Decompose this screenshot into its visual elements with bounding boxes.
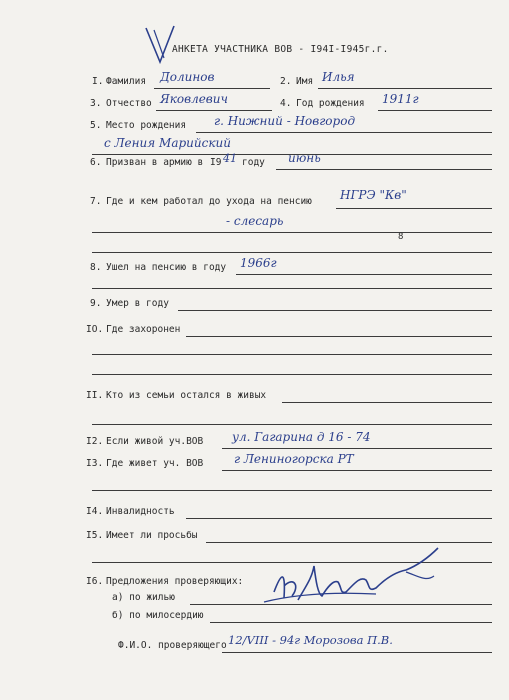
- address-value: ул. Гагарина д 16 - 74: [232, 430, 371, 444]
- row-number: I.: [92, 76, 104, 87]
- buried-line-3: [92, 374, 492, 375]
- family-label: Кто из семьи остался в живых: [106, 390, 267, 401]
- drafted-year-prefix: I9: [210, 157, 222, 168]
- work-value-2: - слесарь: [226, 214, 284, 228]
- inspector-value: 12/VIII - 94г Морозова П.В.: [228, 633, 393, 647]
- inspector-line: [222, 652, 492, 653]
- family-line-2: [92, 424, 492, 425]
- row-number: 6.: [90, 157, 102, 168]
- signature-icon: [256, 536, 452, 616]
- birthplace-line: [196, 132, 492, 133]
- surname-value: Долинов: [160, 70, 215, 84]
- died-label: Умер в году: [106, 298, 169, 309]
- row-number: 9.: [90, 298, 102, 309]
- requests-label: Имеет ли просьбы: [106, 530, 198, 541]
- row-number: I6.: [86, 576, 104, 587]
- retired-line: [236, 274, 492, 275]
- row-number: I4.: [86, 506, 104, 517]
- disability-line: [186, 518, 492, 519]
- name-line: [318, 88, 492, 89]
- residence-value: г Лениногорска РТ: [234, 452, 354, 466]
- row-number: 3.: [90, 98, 102, 109]
- surname-line: [154, 88, 270, 89]
- row-number: II.: [86, 390, 104, 401]
- row-number: IO.: [86, 324, 104, 335]
- charity-line: [210, 622, 492, 623]
- work-value: НГРЭ "Кв": [340, 188, 407, 202]
- disability-label: Инвалидность: [106, 506, 175, 517]
- proposals-label: Предложения проверяющих:: [106, 576, 244, 587]
- birthplace-label: Место рождения: [106, 120, 187, 131]
- work-line-2: [92, 232, 492, 233]
- if-alive-line: [222, 448, 492, 449]
- retired-label: Ушел на пенсию в году: [106, 262, 227, 273]
- page-number: 8: [398, 232, 404, 242]
- residence-label: Где живет уч. ВОВ: [106, 458, 204, 469]
- buried-line: [186, 336, 492, 337]
- residence-line: [222, 470, 492, 471]
- residence-line-2: [92, 490, 492, 491]
- retired-line-2: [92, 288, 492, 289]
- patronymic-line: [156, 110, 272, 111]
- died-line: [178, 310, 492, 311]
- housing-label: а) по жилью: [112, 592, 175, 603]
- form-title: АНКЕТА УЧАСТНИКА ВОВ - I94I-I945г.г.: [172, 44, 389, 55]
- buried-line-2: [92, 354, 492, 355]
- birthplace-value: г. Нижний - Новгород: [214, 114, 356, 128]
- birthplace-value-2: с Ления Марийский: [104, 136, 231, 150]
- name-value: Илья: [322, 70, 355, 84]
- work-line-3: [92, 252, 492, 253]
- row-number: 8.: [90, 262, 102, 273]
- inspector-label: Ф.И.О. проверяющего: [118, 640, 227, 651]
- patronymic-value: Яковлевич: [160, 92, 228, 106]
- if-alive-label: Если живой уч.ВОВ: [106, 436, 204, 447]
- work-line: [336, 208, 492, 209]
- row-number: I3.: [86, 458, 104, 469]
- row-number: 4.: [280, 98, 292, 109]
- row-number: I2.: [86, 436, 104, 447]
- drafted-label: Призван в армию в: [106, 157, 204, 168]
- patronymic-label: Отчество: [106, 98, 152, 109]
- row-number: 7.: [90, 196, 102, 207]
- row-number: 5.: [90, 120, 102, 131]
- drafted-suffix-label: году: [242, 157, 265, 168]
- buried-label: Где захоронен: [106, 324, 181, 335]
- retired-value: 1966г: [240, 256, 277, 270]
- row-number: I5.: [86, 530, 104, 541]
- drafted-value: июнь: [288, 151, 321, 165]
- drafted-year-value: 41: [223, 152, 237, 165]
- row-number: 2.: [280, 76, 292, 87]
- charity-label: б) по милосердию: [112, 610, 204, 621]
- birth-year-line: [378, 110, 492, 111]
- family-line: [282, 402, 492, 403]
- birth-year-label: Год рождения: [296, 98, 365, 109]
- drafted-line: [276, 169, 492, 170]
- birth-year-value: 1911г: [382, 92, 419, 106]
- surname-label: Фамилия: [106, 76, 147, 87]
- name-label: Имя: [296, 76, 314, 87]
- work-label: Где и кем работал до ухода на пенсию: [106, 196, 312, 207]
